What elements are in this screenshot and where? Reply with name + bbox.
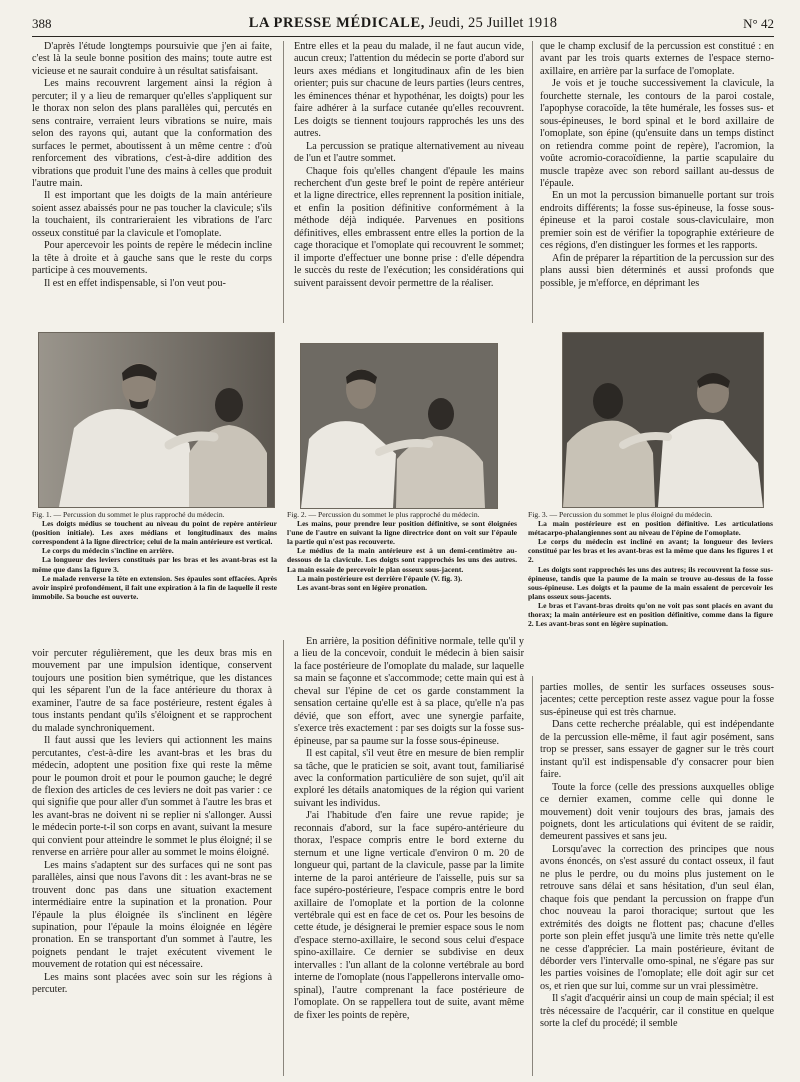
caption-line: Le malade renverse la tête en extension. Ses épaules sont effacées. Après avoir inspiré profondément, il fait une expiration à la fin de laquelle il reste immobile. Sa bouche est ouverte. (32, 573, 277, 601)
caption-line: Le corps du médecin est incliné en avant; la longueur des leviers constitué par les bras et les avant-bras est la même que dans les figures 1 et 2. (528, 537, 773, 565)
paragraph: La percussion se pratique alternativement au niveau de l'un et l'autre sommet. (294, 140, 524, 165)
paragraph: Il est capital, s'il veut être en mesure de bien remplir sa tâche, que le praticien se soit, avant tout, familiarisé avec la conformation particulière de son sujet, qu'il ait exploré les détails anatomiques de la région qui varient suivant les individus. (294, 748, 524, 809)
paragraph: Il s'agit d'acquérir ainsi un coup de main spécial; il est très nécessaire de l'acquérir, car il constitue en quelque sorte la clef du procédé; il semble (540, 993, 774, 1030)
journal-title-line (32, 15, 774, 32)
paragraph: parties molles, de sentir les surfaces osseuses sous-jacentes; cette perception reste assez vague pour la fosse sus-épineuse qui est très charnue. (540, 682, 774, 718)
caption-body (287, 519, 517, 592)
paragraph: Toute la force (celle des pressions auxquelles oblige ce dernier examen, comme celle qui donne le mouvement) doit venir toujours des bras, jamais des poignets, dont les articulations qui évitent de se raidir, demeurent passives et sans jeu. (540, 781, 774, 843)
paragraph: Les mains s'adaptent sur des surfaces qui ne sont pas parallèles, ainsi que nous l'avons dit : les avant-bras ne se trouvent donc pas dans une situation exactement intermédiaire entre la supination et la pronation. Pour l'épaule la plus éloignée ils s'inclinent en légère supination, pour l'épaule la moins éloignée en légère pronation. En se transportant d'un sommet à l'autre, les poignets pendant le trajet exécutent vivement le mouvement de rotation qui est nécessaire. (32, 859, 272, 971)
caption-line: Les doigts médius se touchent au niveau du point de repère antérieur (position initiale). Les axes médians et longitudinaux des mains correspondent à la ligne directrice; celui de la main antérieure est vertical. (32, 519, 277, 547)
caption-body (32, 519, 277, 601)
caption-line: Le corps du médecin s'incline en arrière. (42, 546, 174, 556)
caption-line: La longueur des leviers constitués par les bras et les avant-bras est la même que dans la figure 3. (32, 555, 277, 574)
header-rule (32, 36, 774, 37)
paragraph: D'après l'étude longtemps poursuivie que j'en ai faite, c'est là la seule bonne position des mains; toute autre est vicieuse et ne saurait conduire à un résultat satisfaisant. (32, 41, 272, 77)
figure-3-caption (528, 510, 773, 670)
column-separator (283, 41, 284, 323)
paragraph: Chaque fois qu'elles changent d'épaule les mains recherchent d'un geste bref le point de repère antérieur et la ligne directrice, elles reprennent la position initiale, et enfin la position définitive conformément à la méthode déjà indiquée. Parvenues en positions définitives, elles embrassent entre elles la portion de la cage thoracique et l'omoplate qui recouvrent le sommet; il importe d'effectuer une bonne prise : d'elle dépendra le succès du reste de l'exécution; les considérations qui suivent paraissent devoir permettre de la réaliser. (294, 165, 524, 289)
caption-line: Le médius de la main antérieure est à un demi-centimètre au-dessous de la clavicule. Les doigts sont rapprochés les uns des autres. La main essaie de percevoir le plan osseux sous-jacent. (287, 546, 517, 574)
paragraph: Il faut aussi que les leviers qui actionnent les mains percutantes, c'est-à-dire les avant-bras et les bras du médecin, adoptent une position fixe qui reste la même pour le poumon droit et pour le poumon gauche; le degré de flexion des articles de ces leviers ne doit pas varier : ce qui signifie que pour aller d'un sommet à l'autre les bras et les avant-bras ne doivent ni se replier ni s'allonger. Aussi le médecin porte-t-il son corps en avant, suivant la mesure qui convient pour atteindre le sommet le plus éloigné; il se renverse en arrière pour aller au sommet le moins éloigné. (32, 735, 272, 859)
paragraph: Entre elles et la peau du malade, il ne faut aucun vide, aucun creux; l'attention du médecin se porte d'abord sur leurs axes médians et longitudinaux afin de les bien orienter; puis sur chacune de leurs parties (leurs centres, les éminences thénar et hypothénar, les doigts) pour les faire adhérer à la surface cutanée qu'elles recouvrent. Les doigts se tiennent toujours rapprochés les uns des autres. (294, 41, 524, 140)
caption-line: Les doigts sont rapprochés les uns des autres; ils recouvrent la fosse sus-épineuse, tandis que la paume de la main se trouve au-dessus de la fosse sous-épineuse. Les doigts et la paume de la main essaient de percevoir les plans osseux sous-jacents. (528, 564, 773, 601)
caption-body (528, 519, 773, 628)
caption-line: Les mains, pour prendre leur position définitive, se sont éloignées l'une de l'autre en suivant la ligne directrice dont on voit sur l'épaule la partie qui n'est pas recouverte. (287, 519, 517, 547)
paragraph: Dans cette recherche préalable, qui est indépendante de la percussion elle-même, il faut agir posément, sans trop se presser, sans essayer de gagner sur le très court instant qu'il est indispensable d'y consacrer pour bien faire. (540, 719, 774, 781)
caption-title: Fig. 3. — Percussion du sommet le plus éloigné du médecin. (528, 510, 713, 519)
paragraph: En arrière, la position définitive normale, telle qu'il y a lieu de la concevoir, conduit le médecin à bien saisir la face postérieure de l'omoplate du malade, sur laquelle sa main se façonne et s'accommode; cette main qui est à cheval sur l'épine de cet os garde constamment la sensation certaine qu'elle est à sa place, qu'elle n'a pas dévié, que son effort, avec une synergie parfaite, s'exerce très exactement : par ses doigts sur la fosse sus-épineuse, par sa paume sur la fosse sous-épineuse. (294, 636, 524, 747)
column-separator (532, 41, 533, 323)
figure-1-photo (38, 332, 275, 508)
figure-2-caption (287, 510, 517, 630)
figure-3-photo (562, 332, 764, 508)
paragraph: Pour apercevoir les points de repère le médecin incline la tête à droite et à gauche sans que le reste du corps participe à ces mouvements. (32, 240, 272, 277)
journal-name: LA PRESSE MÉDICALE, (248, 15, 425, 31)
caption-title: Fig. 1. — Percussion du sommet le plus rapproché du médecin. (32, 510, 225, 519)
page-number: 388 (32, 16, 52, 31)
column-separator (532, 676, 533, 1076)
bottom-left-column (32, 648, 272, 1074)
paragraph: En un mot la percussion bimanuelle portant sur trois endroits différents; la fosse sus-épineuse, la fosse sous-épineuse et la paroi costale sous-claviculaire, mon premier soin est de vérifier la topographie extérieure de ces régions, d'en distinguer les formes et les rapports. (540, 190, 774, 252)
bottom-middle-column (294, 636, 524, 1074)
caption-line: Les avant-bras sont en légère pronation. (297, 582, 428, 592)
caption-line: Le bras et l'avant-bras droits qu'on ne voit pas sont placés en avant du thorax; la main antérieure est en position définitive, comme dans la figure 2. Les avant-bras sont en légère supination. (528, 600, 773, 629)
issue-number: N° 42 (743, 16, 774, 31)
paragraph: J'ai l'habitude d'en faire une revue rapide; je reconnais d'abord, sur la face supéro-antérieure du thorax, l'espace compris entre le bord externe du sternum et une ligne verticale d'environ 0 m. 20 de longueur qui, partant de la clavicule, passe par la limite interne de la paroi antérieure de l'aisselle, puis sur sa face supéro-postérieure, l'espace compris entre le bord axillaire de l'omoplate et la portion de la colonne vertébrale qui est en face de cet os. Pour les besoins de cette étude, je désignerai le premier espace sous le nom d'espace sterno-axillaire, le second sous celui d'espace spino-axillaire. Ce dernier se subdivise en deux intervalles : l'un allant de la colonne vertébrale au bord interne de l'omoplate (nous l'appellerons intervalle omo-spinal), l'autre comprenant la face postérieure de l'omoplate. On se rappellera tout de suite, avant même de fixer les points de repère, (294, 810, 524, 1021)
caption-title: Fig. 2. — Percussion du sommet le plus rapproché du médecin. (287, 510, 480, 519)
paragraph: Les mains recouvrent largement ainsi la région à percuter; il y a lieu de remarquer qu'elles s'appliquent sur le thorax non selon des plans parallèles qui, percutés en sens contraire, verraient leurs vibrations se nuire, mais selon des rayons qui, autant que la conformation des surfaces le permet, aboutissent à un même centre : d'où renforcement des vibrations, c'est-à-dire addition des vibrations que produit l'une des mains à celles que produit l'autre main. (32, 78, 272, 189)
column-separator (283, 640, 284, 1076)
top-middle-column (294, 41, 524, 327)
paragraph: Il est important que les doigts de la main antérieure soient assez abaissés pour ne pas toucher la clavicule; s'ils la touchaient, ils contrarieraient les vibrations de l'arc osseux constitué par la clavicule et l'omoplate. (32, 190, 272, 239)
paragraph: que le champ exclusif de la percussion est constitué : en avant par les trois quarts externes de l'espace sterno-axillaire, en arrière par la surface de l'omoplate. (540, 41, 774, 77)
paragraph: Les mains sont placées avec soin sur les régions à percuter. (32, 971, 272, 996)
top-left-column (32, 41, 272, 327)
caption-line: La main postérieure est derrière l'épaule (V. fig. 3). (297, 573, 463, 583)
page-header (32, 14, 774, 36)
paragraph: Afin de préparer la répartition de la percussion sur des plans aussi bien déterminés et aussi profonds que possible, je m'efforce, en déprimant les (540, 252, 774, 289)
paragraph: voir percuter régulièrement, que les deux bras mis en mouvement par une impulsion identique, conservent toujours une position bien symétrique, que les distances qui les séparent l'un de la face antérieure du thorax à examiner, l'autre de sa face postérieure, restent égales à tous instants pendant qu'ils s'éloignent et se rapprochent du malade synchroniquement. (32, 648, 272, 734)
figure-2-photo (300, 343, 498, 509)
figure-1-caption (32, 510, 277, 640)
top-right-column (540, 41, 774, 327)
issue-date: Jeudi, 25 Juillet 1918 (428, 15, 558, 31)
paragraph: Il est en effet indispensable, si l'on veut pou- (44, 277, 226, 289)
bottom-right-column (540, 682, 774, 1074)
paragraph: Lorsqu'avec la correction des principes que nous avons énoncés, on s'est assuré du contact osseux, il faut ne plus le perdre, ou du moins plus justement on le retrouve sans délai et sans hésitation, d'un seul élan, chaque fois que pendant la percussion on frappe d'un choc nouveau la paroi thoracique; surtout que les extrémités des doigts ne flottent pas; chacune d'elles porte son plein effet jusqu'à une limite très nette qu'elle ne cesse d'apprécier. La main postérieure, évitant de déborder vers l'intervalle omo-spinal, ne s'égare pas sur les parties voisines de l'omoplate; elle doit agir sur cet os, et rien que sur lui, comme sur un vrai plessimètre. (540, 843, 774, 992)
caption-line: La main postérieure est en position définitive. Les articulations métacarpo-phalangiennes sont au niveau de l'épine de l'omoplate. (528, 519, 773, 538)
paragraph: Je vois et je touche successivement la clavicule, la fourchette sternale, les contours de la paroi costale, l'apophyse coracoïde, la tête humérale, les fosses sus- et sous-épineuses, le bord spinal et le bord axillaire de l'omoplate, son épine (qu'ensuite dans un temps distinct on retiendra comme point de repère), l'acromion, la voûte acromio-coracoïdienne, la partie scapulaire du muscle trapèze avec son rebord saillant au-dessus de l'épaule. (540, 78, 774, 189)
